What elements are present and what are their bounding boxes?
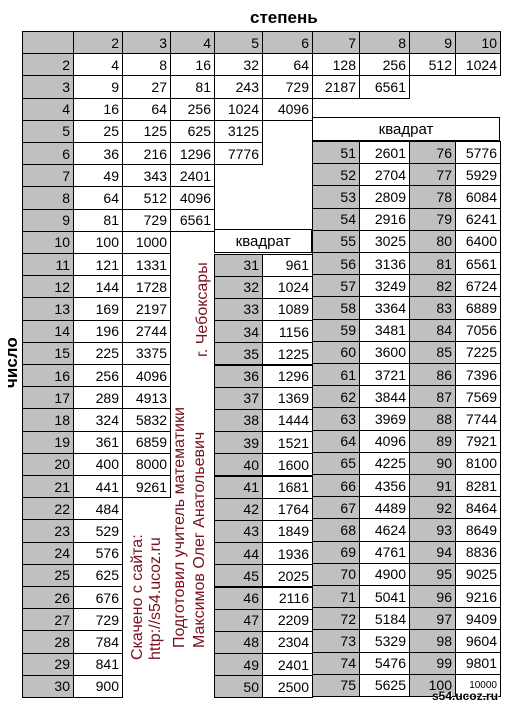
power-value-cell: 512 [122,186,171,209]
square-base-cell: 81 [409,252,456,275]
base-number-cell: 11 [22,253,74,276]
squares-header-a: квадрат [214,229,312,253]
square-base-cell: 85 [409,341,456,364]
base-number-cell: 4 [22,98,74,121]
power-value-cell: 81 [73,209,123,232]
square-base-cell: 90 [409,452,456,475]
power-value-cell: 121 [73,253,123,276]
square-value-cell: 9409 [455,607,501,630]
base-number-cell: 8 [22,186,74,209]
exponent-header-cell: 7 [312,31,360,54]
base-number-cell: 23 [22,519,74,542]
square-base-cell: 53 [312,185,360,208]
base-number-cell: 16 [22,364,74,387]
power-value-cell: 2401 [170,164,215,187]
square-value-cell: 5041 [359,585,410,608]
power-value-cell: 841 [73,653,123,676]
power-value-cell: 144 [73,275,123,298]
square-base-cell: 66 [312,474,360,497]
square-base-cell: 43 [214,520,263,543]
base-number-cell: 10 [22,231,74,254]
square-base-cell: 76 [409,141,456,164]
power-value-cell: 4096 [122,364,171,387]
power-value-cell: 2744 [122,320,171,343]
exponent-header-cell: 2 [73,31,123,54]
square-value-cell: 6084 [455,185,501,208]
power-value-cell: 225 [73,342,123,365]
base-number-cell: 17 [22,386,74,409]
square-base-cell: 75 [312,674,360,697]
header-corner-cell [22,31,74,54]
credit-site-line-2: http://s54.ucoz.ru [147,537,164,660]
power-value-cell: 9 [73,75,123,98]
square-base-cell: 94 [409,541,456,564]
base-number-cell: 19 [22,431,74,454]
square-base-cell: 37 [214,387,263,410]
square-base-cell: 93 [409,518,456,541]
square-value-cell: 3481 [359,319,410,342]
square-base-cell: 87 [409,385,456,408]
square-value-cell: 1936 [262,542,313,565]
square-value-cell: 9801 [455,652,501,675]
square-base-cell: 69 [312,541,360,564]
base-number-cell: 22 [22,497,74,520]
square-base-cell: 73 [312,629,360,652]
square-base-cell: 40 [214,453,263,476]
base-number-cell: 9 [22,209,74,232]
square-value-cell: 1296 [262,365,313,388]
base-number-cell: 20 [22,453,74,476]
square-base-cell: 100 [409,674,456,697]
square-value-cell: 5776 [455,141,501,164]
base-number-cell: 7 [22,164,74,187]
power-value-cell: 256 [359,53,410,76]
square-base-cell: 42 [214,498,263,521]
base-number-cell: 27 [22,608,74,631]
square-value-cell: 5625 [359,674,410,697]
chislo-axis-label: число [2,337,21,388]
square-value-cell: 1024 [262,276,313,299]
square-value-cell: 5476 [359,652,410,675]
square-base-cell: 36 [214,365,263,388]
power-value-cell: 3125 [214,120,263,143]
square-base-cell: 32 [214,276,263,299]
power-value-cell: 625 [170,120,215,143]
power-value-cell: 196 [73,320,123,343]
base-number-cell: 18 [22,408,74,431]
square-value-cell: 3721 [359,363,410,386]
base-number-cell: 15 [22,342,74,365]
square-value-cell: 7225 [455,341,501,364]
square-value-cell: 4225 [359,452,410,475]
power-value-cell: 3375 [122,342,171,365]
power-value-cell: 81 [170,75,215,98]
base-number-cell: 3 [22,75,74,98]
power-value-cell: 729 [73,608,123,631]
square-base-cell: 60 [312,341,360,364]
power-value-cell: 900 [73,675,123,698]
power-value-cell: 4096 [262,98,313,121]
square-value-cell: 2209 [262,609,313,632]
square-base-cell: 34 [214,320,263,343]
square-value-cell: 1521 [262,431,313,454]
square-base-cell: 57 [312,274,360,297]
power-value-cell: 36 [73,142,123,165]
square-value-cell: 2025 [262,564,313,587]
square-base-cell: 86 [409,363,456,386]
power-value-cell: 25 [73,120,123,143]
power-value-cell: 125 [122,120,171,143]
square-value-cell: 1156 [262,320,313,343]
square-value-cell: 3364 [359,296,410,319]
power-value-cell: 484 [73,497,123,520]
square-value-cell: 6400 [455,230,501,253]
square-value-cell: 7921 [455,430,501,453]
square-base-cell: 41 [214,476,263,499]
square-base-cell: 52 [312,163,360,186]
power-value-cell: 5832 [122,408,171,431]
power-value-cell: 216 [122,142,171,165]
power-value-cell: 512 [409,53,456,76]
square-value-cell: 4356 [359,474,410,497]
power-value-cell: 9261 [122,475,171,498]
square-value-cell: 2500 [262,675,313,698]
exponent-header-cell: 5 [214,31,263,54]
power-value-cell: 676 [73,586,123,609]
square-base-cell: 92 [409,496,456,519]
square-base-cell: 50 [214,675,263,698]
square-base-cell: 49 [214,653,263,676]
power-value-cell: 361 [73,431,123,454]
square-base-cell: 39 [214,431,263,454]
credit-author-line-1: Подготовил учитель математики [171,407,188,648]
base-number-cell: 25 [22,564,74,587]
square-value-cell: 1600 [262,453,313,476]
power-value-cell: 27 [122,75,171,98]
stepen-axis-label: степень [250,8,318,27]
square-value-cell: 7569 [455,385,501,408]
squares-header-b: квадрат [312,117,500,141]
power-value-cell: 32 [214,53,263,76]
square-value-cell: 2601 [359,141,410,164]
base-number-cell: 12 [22,275,74,298]
square-base-cell: 61 [312,363,360,386]
square-base-cell: 55 [312,230,360,253]
square-base-cell: 71 [312,585,360,608]
square-base-cell: 88 [409,407,456,430]
square-value-cell: 2809 [359,185,410,208]
base-number-cell: 30 [22,675,74,698]
square-value-cell: 8281 [455,474,501,497]
square-value-cell: 7744 [455,407,501,430]
square-value-cell: 8100 [455,452,501,475]
square-base-cell: 78 [409,185,456,208]
square-base-cell: 72 [312,607,360,630]
exponent-header-cell: 4 [170,31,215,54]
power-value-cell: 1296 [170,142,215,165]
square-base-cell: 48 [214,631,263,654]
power-value-cell: 289 [73,386,123,409]
credit-city: г. Чебоксары [194,262,211,357]
power-value-cell: 625 [73,564,123,587]
square-value-cell: 3600 [359,341,410,364]
power-value-cell: 256 [73,364,123,387]
power-value-cell: 64 [122,98,171,121]
power-value-cell: 729 [122,209,171,232]
square-value-cell: 8464 [455,496,501,519]
power-value-cell: 343 [122,164,171,187]
power-value-cell: 8000 [122,453,171,476]
power-value-cell: 49 [73,164,123,187]
square-value-cell: 3844 [359,385,410,408]
exponent-header-cell: 10 [455,31,501,54]
exponent-header-cell: 3 [122,31,171,54]
square-base-cell: 65 [312,452,360,475]
power-value-cell: 16 [73,98,123,121]
exponent-header-cell: 9 [409,31,456,54]
power-value-cell: 1024 [455,53,501,76]
base-number-cell: 26 [22,586,74,609]
power-value-cell: 576 [73,542,123,565]
square-value-cell: 7056 [455,319,501,342]
square-base-cell: 74 [312,652,360,675]
power-value-cell: 6561 [170,209,215,232]
square-base-cell: 54 [312,208,360,231]
power-value-cell: 1728 [122,275,171,298]
square-value-cell: 4096 [359,430,410,453]
square-value-cell: 6724 [455,274,501,297]
power-value-cell: 128 [312,53,360,76]
power-value-cell: 16 [170,53,215,76]
square-value-cell: 5329 [359,629,410,652]
square-base-cell: 79 [409,208,456,231]
square-value-cell: 2401 [262,653,313,676]
power-value-cell: 4 [73,53,123,76]
power-value-cell: 324 [73,408,123,431]
power-value-cell: 100 [73,231,123,254]
square-value-cell: 9216 [455,585,501,608]
credit-site-line-1: Скачено с сайта: [129,534,146,660]
power-value-cell: 169 [73,297,123,320]
square-base-cell: 98 [409,629,456,652]
square-value-cell: 5184 [359,607,410,630]
square-base-cell: 95 [409,563,456,586]
square-base-cell: 67 [312,496,360,519]
power-value-cell: 441 [73,475,123,498]
power-value-cell: 2197 [122,297,171,320]
square-value-cell: 10000 [455,674,501,697]
power-value-cell: 7776 [214,142,263,165]
square-value-cell: 2116 [262,587,313,610]
credit-author-line-2: Максимов Олег Анатольевич [191,431,208,648]
base-number-cell: 21 [22,475,74,498]
square-base-cell: 51 [312,141,360,164]
power-value-cell: 243 [214,75,263,98]
square-base-cell: 58 [312,296,360,319]
square-base-cell: 99 [409,652,456,675]
exponent-header-cell: 6 [262,31,313,54]
base-number-cell: 28 [22,630,74,653]
base-number-cell: 24 [22,542,74,565]
base-number-cell: 29 [22,653,74,676]
square-base-cell: 45 [214,564,263,587]
power-value-cell: 729 [262,75,313,98]
square-value-cell: 5929 [455,163,501,186]
base-number-cell: 13 [22,297,74,320]
square-value-cell: 1225 [262,342,313,365]
square-base-cell: 68 [312,518,360,541]
square-value-cell: 2916 [359,208,410,231]
square-base-cell: 38 [214,409,263,432]
power-value-cell: 2187 [312,75,360,98]
square-base-cell: 96 [409,585,456,608]
square-base-cell: 82 [409,274,456,297]
square-value-cell: 4624 [359,518,410,541]
square-value-cell: 3249 [359,274,410,297]
base-number-cell: 2 [22,53,74,76]
square-value-cell: 9025 [455,563,501,586]
square-base-cell: 84 [409,319,456,342]
square-value-cell: 3969 [359,407,410,430]
square-value-cell: 6561 [455,252,501,275]
power-value-cell: 1000 [122,231,171,254]
power-value-cell: 400 [73,453,123,476]
square-value-cell: 2704 [359,163,410,186]
square-value-cell: 2304 [262,631,313,654]
power-value-cell: 4913 [122,386,171,409]
square-value-cell: 1681 [262,476,313,499]
square-value-cell: 3025 [359,230,410,253]
square-value-cell: 8649 [455,518,501,541]
power-value-cell: 64 [262,53,313,76]
square-base-cell: 47 [214,609,263,632]
base-number-cell: 6 [22,142,74,165]
square-base-cell: 35 [214,342,263,365]
power-value-cell: 8 [122,53,171,76]
power-value-cell: 64 [73,186,123,209]
power-value-cell: 784 [73,630,123,653]
square-value-cell: 961 [262,254,313,277]
square-base-cell: 64 [312,430,360,453]
square-base-cell: 46 [214,587,263,610]
square-value-cell: 6241 [455,208,501,231]
exponent-header-cell: 8 [359,31,410,54]
square-base-cell: 62 [312,385,360,408]
square-base-cell: 77 [409,163,456,186]
power-value-cell: 529 [73,519,123,542]
square-value-cell: 6889 [455,296,501,319]
square-value-cell: 1369 [262,387,313,410]
square-value-cell: 4900 [359,563,410,586]
power-value-cell: 1024 [214,98,263,121]
square-value-cell: 1444 [262,409,313,432]
square-base-cell: 56 [312,252,360,275]
watermark: s54.ucoz.ru [432,689,499,703]
square-base-cell: 31 [214,254,263,277]
square-base-cell: 63 [312,407,360,430]
base-number-cell: 14 [22,320,74,343]
square-base-cell: 70 [312,563,360,586]
square-base-cell: 59 [312,319,360,342]
square-value-cell: 4761 [359,541,410,564]
square-value-cell: 1764 [262,498,313,521]
square-base-cell: 83 [409,296,456,319]
square-base-cell: 44 [214,542,263,565]
power-value-cell: 6561 [359,75,410,98]
square-value-cell: 1089 [262,298,313,321]
square-value-cell: 1849 [262,520,313,543]
square-base-cell: 89 [409,430,456,453]
power-value-cell: 4096 [170,186,215,209]
square-base-cell: 80 [409,230,456,253]
square-base-cell: 97 [409,607,456,630]
square-value-cell: 4489 [359,496,410,519]
square-base-cell: 91 [409,474,456,497]
square-value-cell: 9604 [455,629,501,652]
square-value-cell: 7396 [455,363,501,386]
base-number-cell: 5 [22,120,74,143]
power-value-cell: 1331 [122,253,171,276]
square-base-cell: 33 [214,298,263,321]
power-value-cell: 256 [170,98,215,121]
square-value-cell: 8836 [455,541,501,564]
square-value-cell: 3136 [359,252,410,275]
power-value-cell: 6859 [122,431,171,454]
